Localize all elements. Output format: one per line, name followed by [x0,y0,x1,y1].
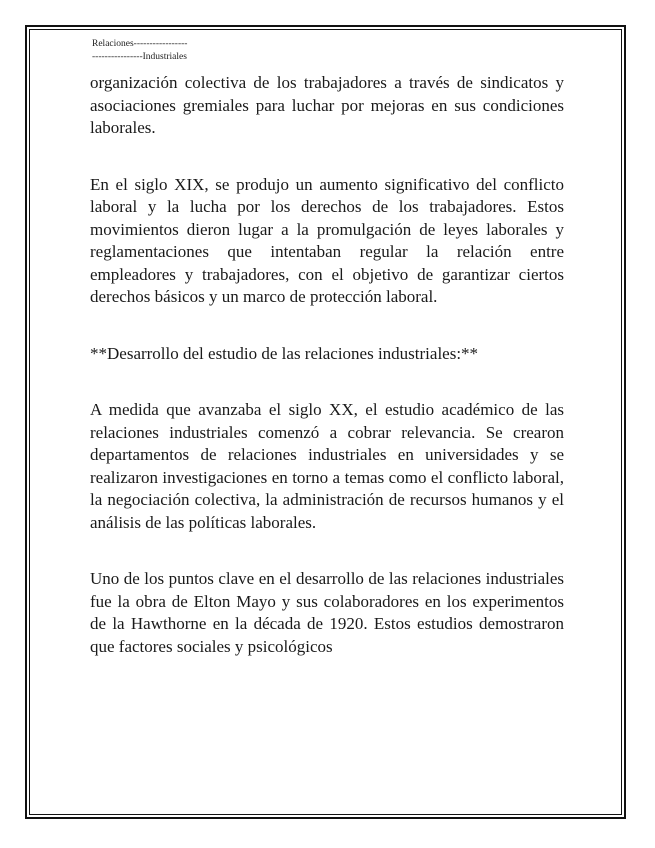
running-header-line-2: ----------------Industriales [92,52,187,62]
section-heading: **Desarrollo del estudio de las relaciones industriales:** [90,343,479,363]
paragraph-elton-mayo: Uno de los puntos clave en el desarrollo de las relaciones industriales fue la obra de Elton Mayo y sus colaboradores en los experimentos de la Hawthorne en la década de 1920. Estos estudios demostraron que factores sociales y psicológicos [90,569,564,656]
paragraph-continuation: organización colectiva de los trabajadores a través de sindicatos y asociaciones gremiales para luchar por mejoras en sus condiciones laborales. [90,73,564,137]
document-body [90,72,564,658]
running-header-line-1: Relaciones----------------- [92,39,188,49]
paragraph-siglo-xix: En el siglo XIX, se produjo un aumento significativo del conflicto laboral y la lucha por los derechos de los trabajadores. Estos movimientos dieron lugar a la promulgación de leyes laborales y reglamentaciones que intentaban regular la relación entre empleadores y trabajadores, con el objetivo de garantizar ciertos derechos básicos y un marco de protección laboral. [90,174,564,306]
paragraph-siglo-xx: A medida que avanzaba el siglo XX, el estudio académico de las relaciones industriales comenzó a cobrar relevancia. Se crearon departamentos de relaciones industriales en universidades y se realizaron investigaciones en torno a temas como el conflicto laboral, la negociación colectiva, la administración de recursos humanos y el análisis de las políticas laborales. [90,400,564,532]
running-header [92,38,187,64]
